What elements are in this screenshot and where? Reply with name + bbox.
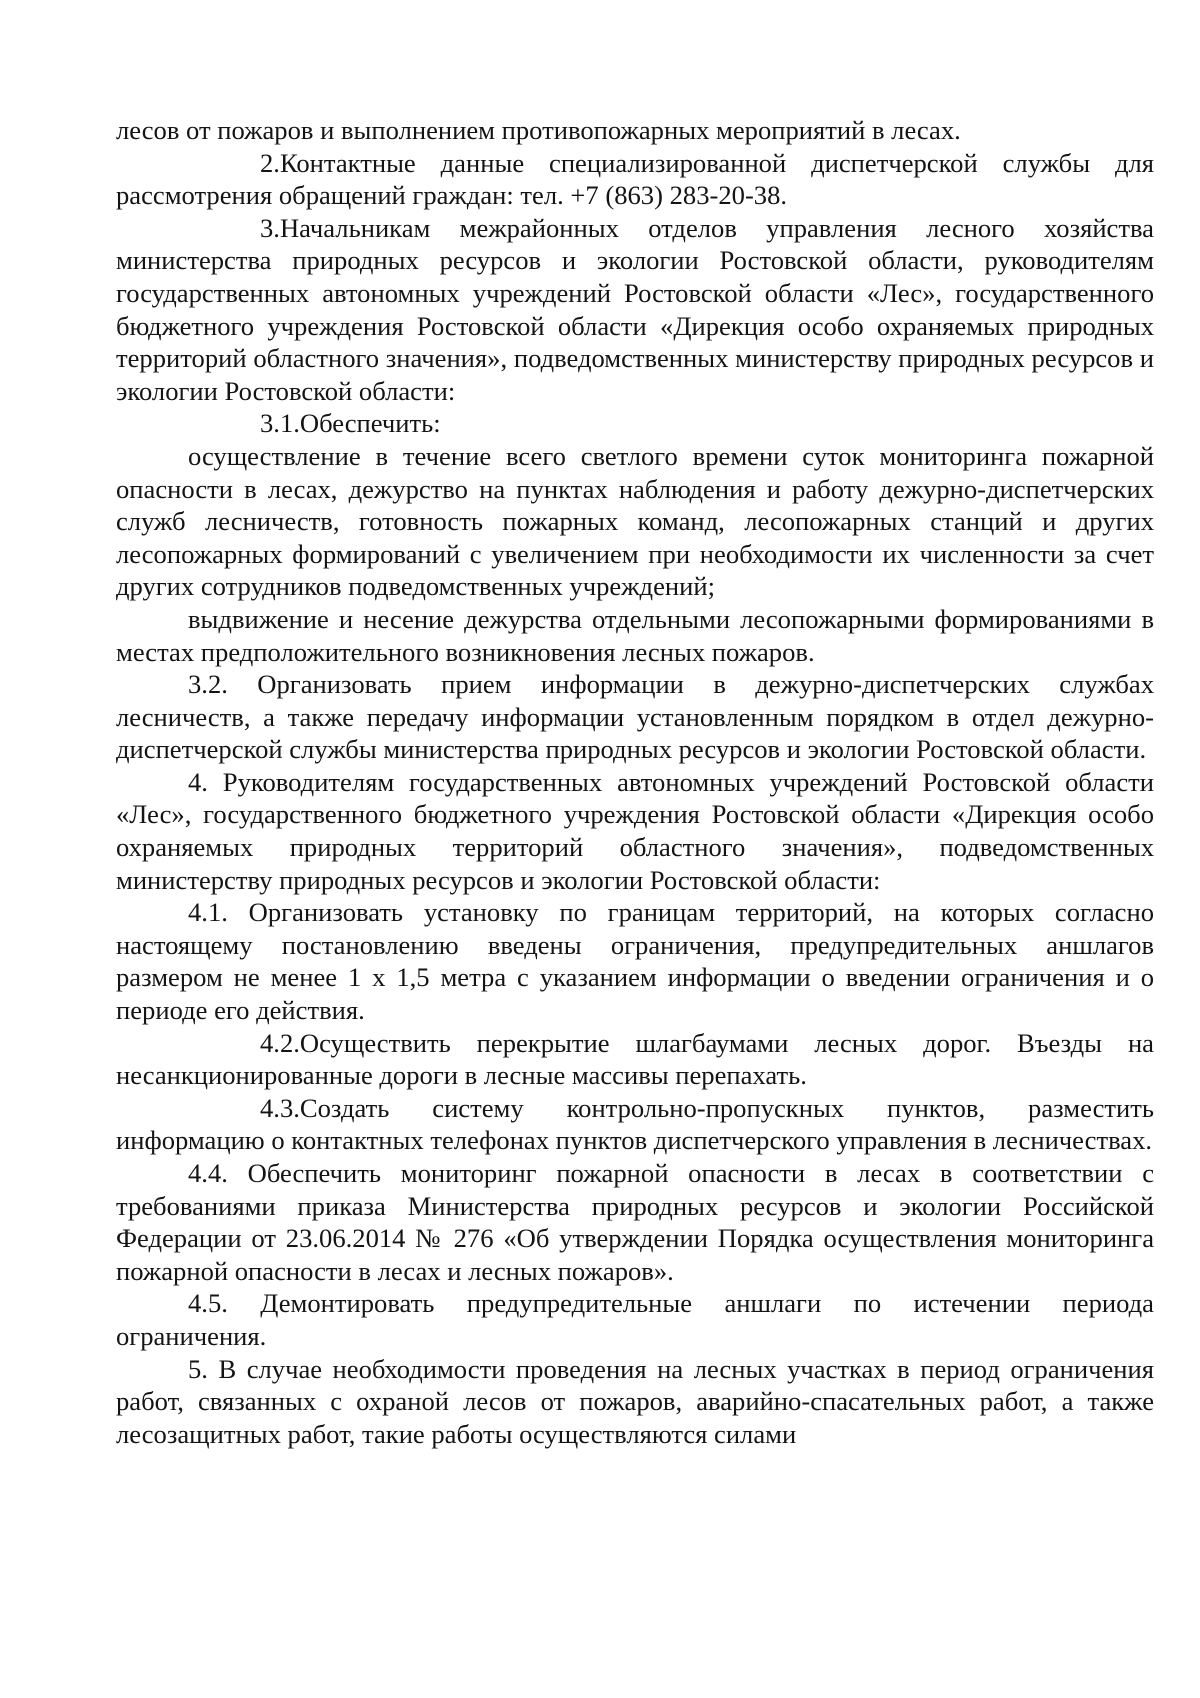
- paragraph-text: 5. В случае необходимости проведения на лесных участках в период ограничения работ, связанных с охраной лесов от пожаров, аварийно-спасательных работ, а также лесозащитных работ, такие работы осуществляются силами: [116, 1353, 1154, 1449]
- paragraph-text: выдвижение и несение дежурства отдельными лесопожарными формированиями в местах предположительного возникновения лесных пожаров.: [116, 603, 1154, 667]
- paragraph-text: 4.4. Обеспечить мониторинг пожарной опасности в лесах в соответствии с требованиями приказа Министерства природных ресурсов и экологии Российской Федерации от 23.06.2014 № 276 «Об утверждении Порядка осуществления мониторинга пожарной опасности в лесах и лесных пожаров».: [116, 1158, 1154, 1286]
- paragraph-text: Начальникам межрайонных отделов управления лесного хозяйства министерства природных ресурсов и экологии Ростовской области, руководителям государственных автономных учреждений Ростовской области «Лес», государственного бюджетного учреждения Ростовской области «Дирекция особо охраняемых природных территорий областного значения», подведомственных министерству природных ресурсов и экологии Ростовской области:: [116, 212, 1154, 406]
- paragraph-number: 3.: [260, 212, 280, 243]
- paragraph-item-4-5: [116, 1287, 1154, 1352]
- paragraph-item-3-2: [116, 668, 1154, 766]
- paragraph-text: Обеспечить:: [299, 408, 441, 439]
- paragraph-text: Контактные данные специализированной диспетчерской службы для рассмотрения обращений граждан: тел. +7 (863) 283-20-38.: [116, 147, 1154, 211]
- paragraph-text: Создать систему контрольно-пропускных пунктов, разместить информацию о контактных телефонах пунктов диспетчерского управления в лесничествах.: [116, 1092, 1154, 1156]
- paragraph-text: 4.1. Организовать установку по границам территорий, на которых согласно настоящему постановлению введены ограничения, предупредительных аншлагов размером не менее 1 х 1,5 метра с указанием информации о введении ограничения и о периоде его действия.: [116, 897, 1154, 1026]
- paragraph-item-3-1: [116, 407, 1154, 440]
- paragraph-item-4-2: [116, 1027, 1154, 1092]
- paragraph-item-3: [116, 212, 1154, 408]
- paragraph-item-4-4: [116, 1157, 1154, 1287]
- paragraph-duty: [116, 603, 1154, 668]
- paragraph-text: 4.5. Демонтировать предупредительные аншлаги по истечении периода ограничения.: [116, 1288, 1154, 1351]
- paragraph-text: осуществление в течение всего светлого времени суток мониторинга пожарной опасности в лесах, дежурство на пунктах наблюдения и работу дежурно-диспетчерских служб лесничеств, готовность пожарных команд, лесопожарных станций и других лесопожарных формирований с увеличением при необходимости их численности за счет других сотрудников подведомственных учреждений;: [116, 440, 1154, 602]
- paragraph-number: 2.: [260, 147, 280, 178]
- paragraph-text: 3.2. Организовать прием информации в дежурно-диспетчерских службах лесничеств, а также передачу информации установленным порядком в отдел дежурно-диспетчерской службы министерства природных ресурсов и экологии Ростовской области.: [116, 669, 1154, 765]
- paragraph-item-2: [116, 147, 1154, 212]
- paragraph-number: 4.3.: [260, 1092, 300, 1123]
- paragraph-item-4-1: [116, 896, 1154, 1026]
- paragraph-monitoring: [116, 440, 1154, 603]
- paragraph-text: Осуществить перекрытие шлагбаумами лесных дорог. Въезды на несанкционированные дороги в лесные массивы перепахать.: [116, 1027, 1154, 1091]
- paragraph-text: 4. Руководителям государственных автономных учреждений Ростовской области «Лес», государственного бюджетного учреждения Ростовской области «Дирекция особо охраняемых природных территорий областного значения», подведомственных министерству природных ресурсов и экологии Ростовской области:: [116, 766, 1154, 895]
- paragraph-item-4-3: [116, 1092, 1154, 1157]
- paragraph-number: 3.1.: [260, 408, 300, 439]
- paragraph-continuation: [116, 114, 1154, 147]
- paragraph-number: 4.2.: [260, 1027, 300, 1058]
- paragraph-item-5: [116, 1353, 1154, 1451]
- document-page: [116, 114, 1154, 1450]
- paragraph-text: лесов от пожаров и выполнением противопожарных мероприятий в лесах.: [116, 115, 961, 145]
- paragraph-item-4: [116, 766, 1154, 896]
